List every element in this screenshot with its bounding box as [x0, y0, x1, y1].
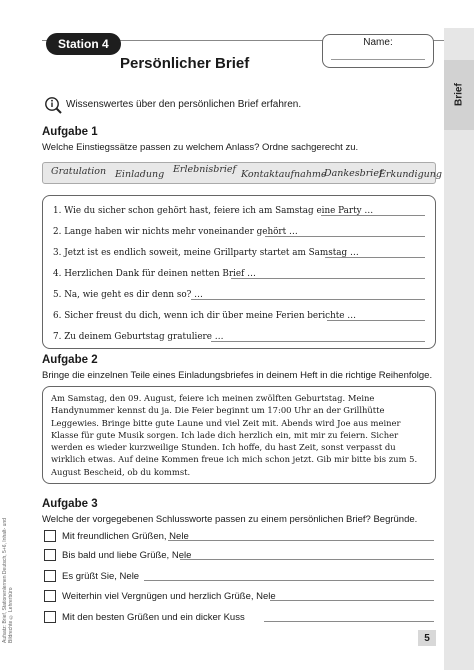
option-label: Bis bald und liebe Grüße, Nele: [62, 549, 192, 561]
aufgabe2-instruction: Bringe die einzelnen Teile eines Einladungsbriefes in deinem Heft in die richtige Reihenfolge.: [42, 370, 433, 381]
page-number: 5: [418, 630, 436, 646]
aufgabe1-heading: Aufgabe 1: [42, 126, 98, 138]
answer-line[interactable]: [327, 320, 425, 321]
letter-box: [42, 386, 436, 484]
aufgabe1-instruction: Welche Einstiegssätze passen zu welchem Anlass? Ordne sachgerecht zu.: [42, 142, 359, 153]
name-label: Name:: [363, 37, 393, 48]
option-checkbox[interactable]: [44, 590, 56, 602]
info-text: Wissenswertes über den persönlichen Brief erfahren.: [66, 99, 302, 110]
word-einladung: Einladung: [115, 169, 165, 180]
info-icon: [44, 96, 62, 114]
word-erkundigung: Erkundigung: [379, 169, 442, 180]
answer-line[interactable]: [168, 540, 434, 541]
aufgabe2-heading: Aufgabe 2: [42, 354, 98, 366]
list-item-text: 4. Herzlichen Dank für deinen netten Brief …: [53, 269, 256, 279]
option-checkbox[interactable]: [44, 570, 56, 582]
list-item: [53, 206, 425, 216]
name-field[interactable]: [322, 34, 434, 68]
answer-line[interactable]: [321, 215, 425, 216]
answer-line[interactable]: [180, 559, 434, 560]
option-label: Es grüßt Sie, Nele: [62, 570, 140, 582]
list-item-text: 2. Lange haben wir nichts mehr voneinander gehört …: [53, 227, 298, 237]
aufgabe3-heading: Aufgabe 3: [42, 498, 98, 510]
station-badge: Station 4: [46, 33, 121, 55]
word-erlebnisbrief: Erlebnisbrief: [173, 164, 237, 175]
list-item-text: 6. Sicher freust du dich, wenn ich dir über meine Ferien berichte …: [53, 311, 357, 321]
word-kontaktaufnahme: Kontaktaufnahme: [241, 169, 327, 180]
answer-line[interactable]: [211, 341, 425, 342]
option-label: Mit den besten Grüßen und ein dicker Kuss: [62, 611, 245, 623]
list-item-text: 5. Na, wie geht es dir denn so? …: [53, 290, 203, 300]
word-dankesbrief: Dankesbrief: [324, 168, 383, 179]
answer-line[interactable]: [144, 580, 434, 581]
option-row: [44, 548, 192, 562]
option-row: [44, 589, 276, 603]
answer-line[interactable]: [264, 621, 434, 622]
option-checkbox[interactable]: [44, 611, 56, 623]
side-tab-label: Brief: [453, 83, 465, 107]
list-item-text: 3. Jetzt ist es endlich soweit, meine Grillparty startet am Samstag …: [53, 248, 359, 258]
page-title: Persönlicher Brief: [120, 55, 250, 72]
list-item: [53, 269, 425, 279]
aufgabe3-instruction: Welche der vorgegebenen Schlussworte passen zu einem persönlichen Brief? Begründe.: [42, 514, 418, 525]
letter-text: Am Samstag, den 09. August, feiere ich meinen zwölften Geburtstag. Meine Handynummer kennst du ja. Die Feier beginnt um 17:00 Uhr an der Grillhütte Leggewies. Bringe bitte gute Laune und viel Zeit mit. Abends wird Joe aus meiner Klasse für gute Musik sorgen. Ich lade dich herzlich ein, mit mir zu feiern. Sicher werden es wieder kurzweilige Stunden. Ich hoffe, du hast Zeit, sonst verpasst du wirklich etwas. Auf deine Kommen freue ich mich schon jetzt. Gib mir bitte bis zum 5. August Bescheid, ob du kommst.: [51, 393, 418, 477]
occasion-list: [42, 195, 436, 349]
list-item: [53, 311, 425, 321]
list-item-text: 1. Wie du sicher schon gehört hast, feiere ich am Samstag eine Party …: [53, 206, 374, 216]
option-checkbox[interactable]: [44, 549, 56, 561]
list-item-text: 7. Zu deinem Geburtstag gratuliere …: [53, 332, 224, 342]
answer-line[interactable]: [265, 236, 425, 237]
word-bank: [42, 162, 442, 184]
answer-line[interactable]: [231, 278, 425, 279]
option-row: [44, 569, 140, 583]
list-item: [53, 227, 425, 237]
credit-text: Aufsatz: Brief, Stationenlernen Deutsch, 5+6, Inhalt- und Bildrechte © Lehrerbüro: [2, 518, 14, 643]
option-row: [44, 529, 189, 543]
list-item: [53, 248, 425, 258]
answer-line[interactable]: [191, 299, 425, 300]
option-checkbox[interactable]: [44, 530, 56, 542]
answer-line[interactable]: [270, 600, 434, 601]
list-item: [53, 332, 425, 342]
answer-line[interactable]: [325, 257, 425, 258]
option-row: [44, 610, 245, 624]
option-label: Mit freundlichen Grüßen, Nele: [62, 530, 189, 542]
name-line: [331, 59, 425, 60]
option-label: Weiterhin viel Vergnügen und herzlich Grüße, Nele: [62, 590, 276, 602]
word-gratulation: Gratulation: [51, 166, 107, 177]
list-item: [53, 290, 425, 300]
